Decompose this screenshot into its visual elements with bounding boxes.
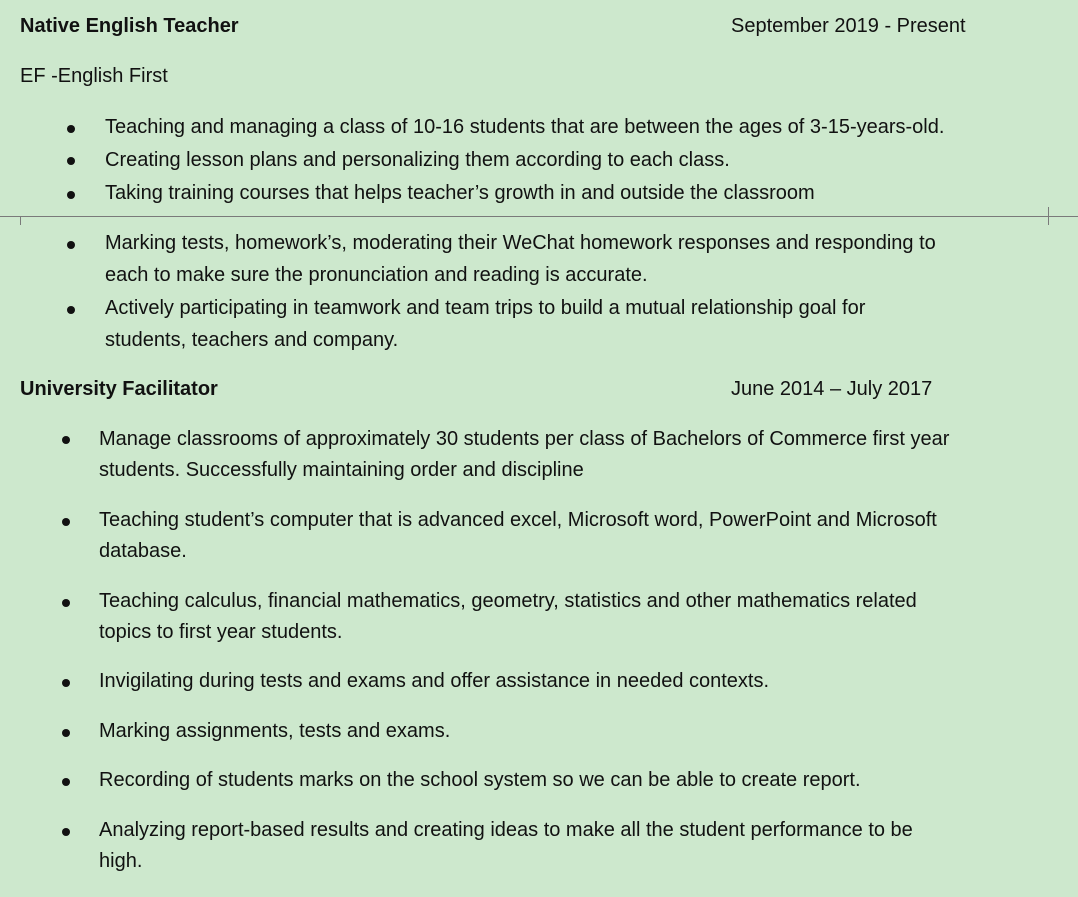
bullet-text-line2: high. xyxy=(99,850,143,872)
job1-employer: EF -English First xyxy=(20,65,168,87)
bullet-text: Teaching and managing a class of 10-16 students that are between the ages of 3-15-years-old. xyxy=(105,116,945,138)
bullet-text-line1: Actively participating in teamwork and team trips to build a mutual relationship goal for xyxy=(105,297,866,319)
bullet-dot-icon xyxy=(67,125,75,133)
bullet-text-line2: topics to first year students. xyxy=(99,621,343,643)
bullet-text: Creating lesson plans and personalizing them according to each class. xyxy=(105,149,730,171)
job2-date: June 2014 – July 2017 xyxy=(731,378,933,400)
bullet-dot-icon xyxy=(62,729,70,737)
bullet-dot-icon xyxy=(62,518,70,526)
bullet-text: Taking training courses that helps teacher’s growth in and outside the classroom xyxy=(105,182,815,204)
bullet-text-line2: each to make sure the pronunciation and reading is accurate. xyxy=(105,264,648,286)
job1-date: September 2019 - Present xyxy=(731,15,966,37)
job2-title: University Facilitator xyxy=(20,378,218,400)
page-corner-right-bottom-icon xyxy=(1048,216,1078,225)
bullet-dot-icon xyxy=(67,241,75,249)
bullet-text-line1: Teaching calculus, financial mathematics, geometry, statistics and other mathematics related xyxy=(99,590,917,612)
bullet-dot-icon xyxy=(62,778,70,786)
page-break-divider xyxy=(0,216,1078,217)
bullet-dot-icon xyxy=(67,306,75,314)
bullet-text-line1: Invigilating during tests and exams and offer assistance in needed contexts. xyxy=(99,670,770,692)
bullet-dot-icon xyxy=(62,828,70,836)
bullet-dot-icon xyxy=(62,679,70,687)
bullet-text-line1: Marking assignments, tests and exams. xyxy=(99,720,451,742)
bullet-text-line2: database. xyxy=(99,540,187,562)
bullet-text-line1: Marking tests, homework’s, moderating their WeChat homework responses and responding to xyxy=(105,232,936,254)
job1-title: Native English Teacher xyxy=(20,15,239,37)
bullet-text-line1: Recording of students marks on the school system so we can be able to create report. xyxy=(99,769,861,791)
bullet-text-line2: students. Successfully maintaining order and discipline xyxy=(99,459,584,481)
bullet-text-line1: Manage classrooms of approximately 30 students per class of Bachelors of Commerce first year xyxy=(99,428,950,450)
bullet-text-line1: Teaching student’s computer that is advanced excel, Microsoft word, PowerPoint and Microsoft xyxy=(99,509,937,531)
bullet-dot-icon xyxy=(67,191,75,199)
bullet-dot-icon xyxy=(62,599,70,607)
page-corner-right-top-icon xyxy=(1048,207,1078,216)
bullet-text-line2: students, teachers and company. xyxy=(105,329,399,351)
page-corner-left-icon xyxy=(0,216,21,225)
bullet-dot-icon xyxy=(62,436,70,444)
bullet-dot-icon xyxy=(67,157,75,165)
bullet-text-line1: Analyzing report-based results and creating ideas to make all the student performance to be xyxy=(99,819,913,841)
